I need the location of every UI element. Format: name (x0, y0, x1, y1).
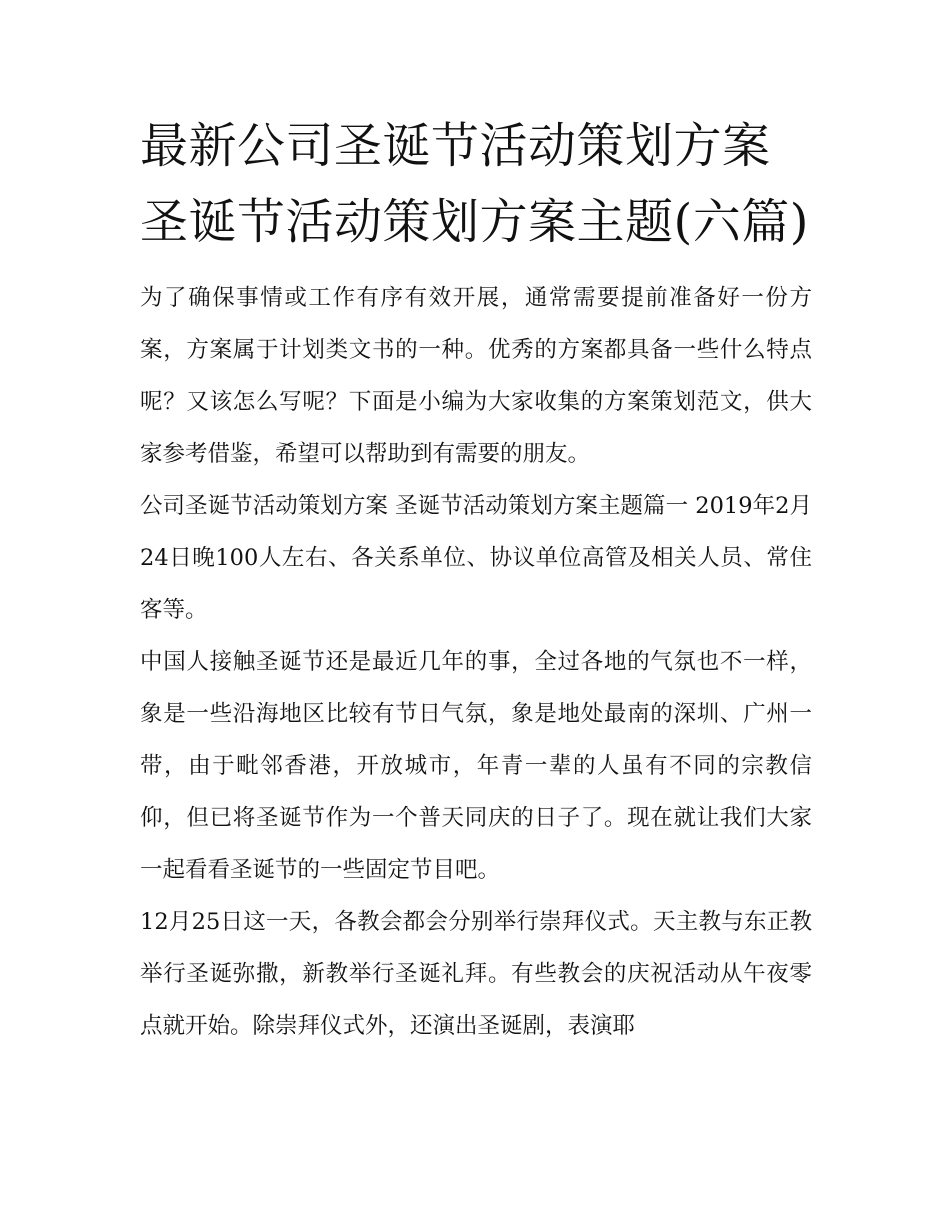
paragraph-church-services: 12月25日这一天，各教会都会分别举行崇拜仪式。天主教与东正教举行圣诞弥撒，新教举行圣诞礼拜。有些教会的庆祝活动从午夜零点就开始。除崇拜仪式外，还演出圣诞剧，表演耶 (140, 909, 812, 1039)
document-title: 最新公司圣诞节活动策划方案 圣诞节活动策划方案主题(六篇) (140, 118, 809, 250)
document-page (140, 108, 812, 1052)
paragraph-intro: 为了确保事情或工作有序有效开展，通常需要提前准备好一份方案，方案属于计划类文书的一种。优秀的方案都具备一些什么特点呢？又该怎么写呢？下面是小编为大家收集的方案策划范文，供大家参考借鉴，希望可以帮助到有需要的朋友。 (140, 285, 812, 467)
paragraph-event-info: 公司圣诞节活动策划方案 圣诞节活动策划方案主题篇一 2019年2月24日晚100人左右、各关系单位、协议单位高管及相关人员、常住客等。 (140, 493, 812, 623)
paragraph-china-christmas: 中国人接触圣诞节还是最近几年的事，全过各地的气氛也不一样，象是一些沿海地区比较有节日气氛，象是地处最南的深圳、广州一带，由于毗邻香港，开放城市，年青一辈的人虽有不同的宗教信仰，但已将圣诞节作为一个普天同庆的日子了。现在就让我们大家一起看看圣诞节的一些固定节目吧。 (140, 649, 812, 883)
